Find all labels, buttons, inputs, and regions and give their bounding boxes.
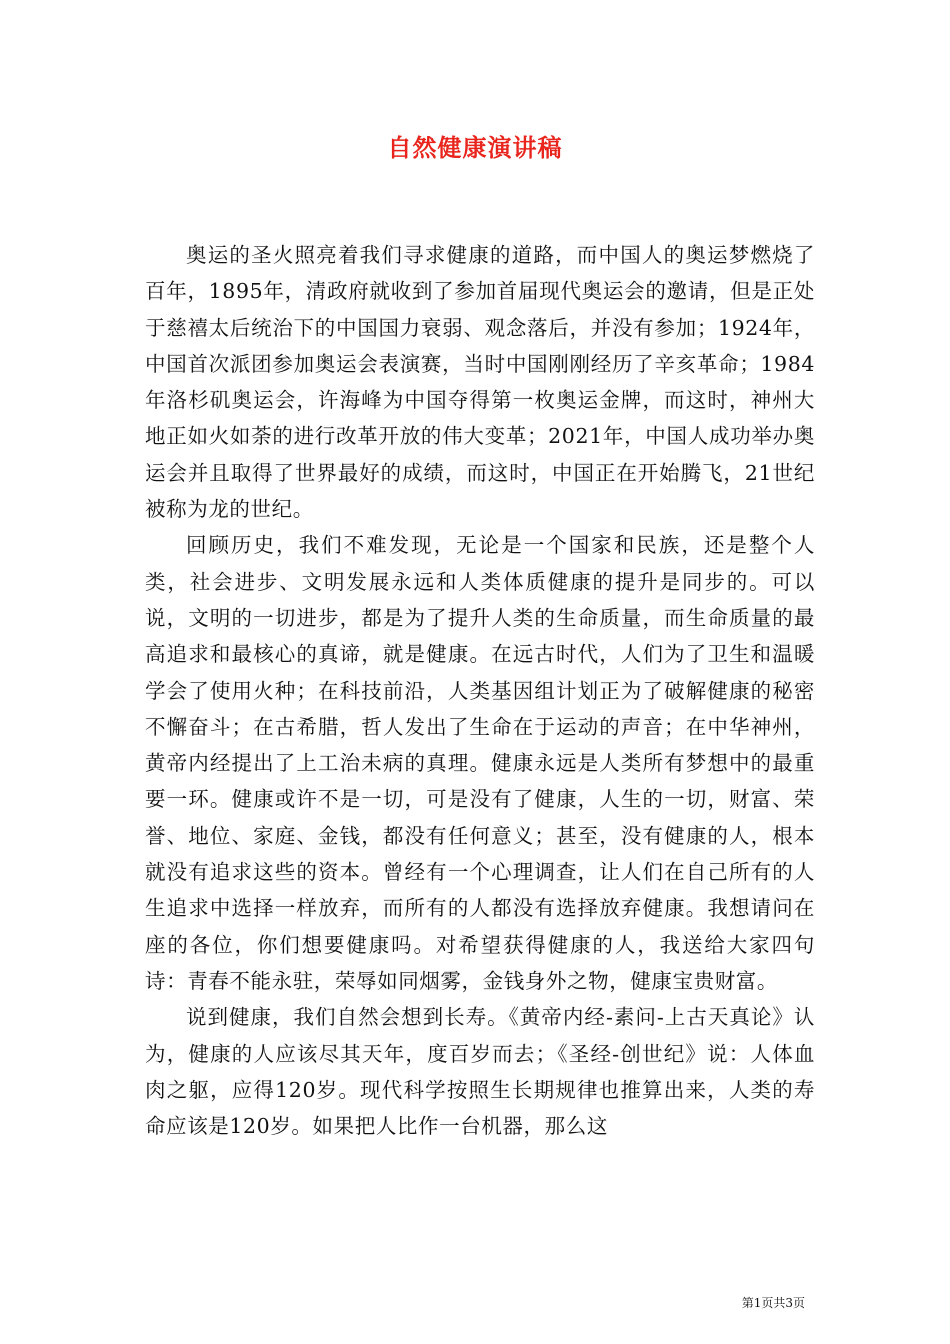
paragraph-1: 奥运的圣火照亮着我们寻求健康的道路，而中国人的奥运梦燃烧了百年，1895年，清政府就收到了参加首届现代奥运会的邀请，但是正处于慈禧太后统治下的中国国力衰弱、观念落后，并没有参加；1924年，中国首次派团参加奥运会表演赛，当时中国刚刚经历了辛亥革命；1984年洛杉矶奥运会，许海峰为中国夺得第一枚奥运金牌，而这时，神州大地正如火如荼的进行改革开放的伟大变革；2021年，中国人成功举办奥运会并且取得了世界最好的成绩，而这时，中国正在开始腾飞，21世纪被称为龙的世纪。 bbox=[145, 243, 815, 522]
page-title: 自然健康演讲稿 bbox=[387, 134, 563, 162]
paragraph-3: 说到健康，我们自然会想到长寿。《黄帝内经-素问-上古天真论》认为，健康的人应该尽其天年，度百岁而去；《圣经-创世纪》说：人体血肉之躯，应得120岁。现代科学按照生长期规律也推算出来，人类的寿命应该是120岁。如果把人比作一台机器，那么这 bbox=[145, 1005, 815, 1139]
document-body bbox=[145, 237, 815, 1144]
page-number: 第1页共3页 bbox=[741, 1296, 805, 1310]
paragraph-2: 回顾历史，我们不难发现，无论是一个国家和民族，还是整个人类，社会进步、文明发展永远和人类体质健康的提升是同步的。可以说，文明的一切进步，都是为了提升人类的生命质量，而生命质量的最高追求和最核心的真谛，就是健康。在远古时代，人们为了卫生和温暖学会了使用火种；在科技前沿，人类基因组计划正为了破解健康的秘密不懈奋斗；在古希腊，哲人发出了生命在于运动的声音；在中华神州，黄帝内经提出了上工治未病的真理。健康永远是人类所有梦想中的最重要一环。健康或许不是一切，可是没有了健康，人生的一切，财富、荣誉、地位、家庭、金钱，都没有任何意义；甚至，没有健康的人，根本就没有追求这些的资本。曾经有一个心理调查，让人们在自己所有的人生追求中选择一样放弃，而所有的人都没有选择放弃健康。我想请问在座的各位，你们想要健康吗。对希望获得健康的人，我送给大家四句诗：青春不能永驻，荣辱如同烟雾，金钱身外之物，健康宝贵财富。 bbox=[145, 533, 815, 993]
